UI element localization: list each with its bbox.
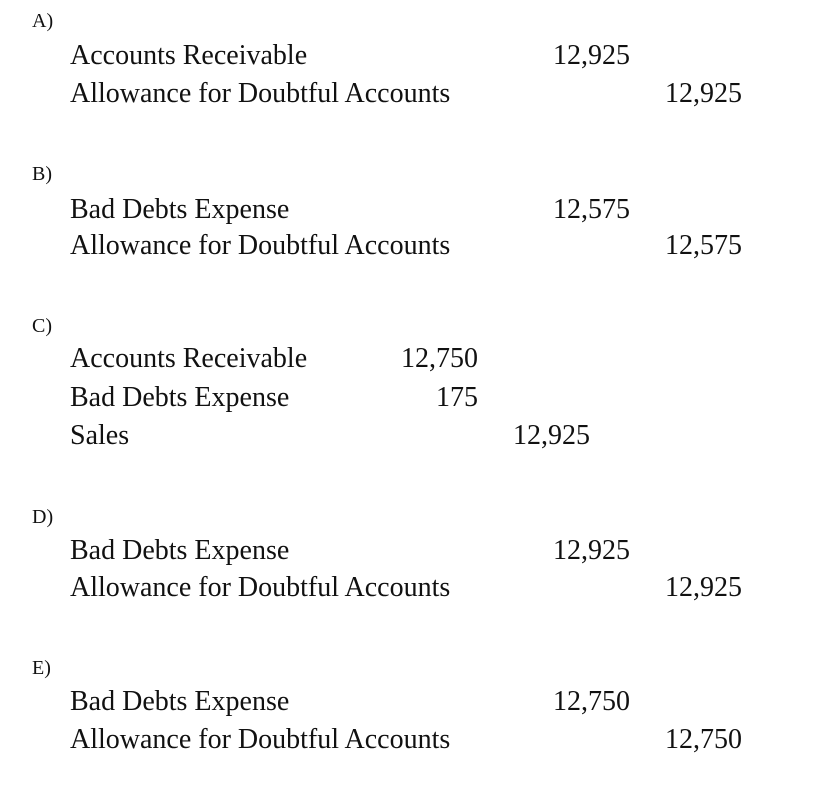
option-b-credit-account: Allowance for Doubtful Accounts xyxy=(70,230,451,261)
option-b-debit-account: Bad Debts Expense xyxy=(70,194,290,225)
option-d-credit-account: Allowance for Doubtful Accounts xyxy=(70,572,451,603)
option-d-label: D) xyxy=(32,506,54,528)
option-e-debit-account: Bad Debts Expense xyxy=(70,686,290,717)
option-a-debit-amount: 12,925 xyxy=(553,40,630,71)
option-a-credit-account: Allowance for Doubtful Accounts xyxy=(70,78,451,109)
option-c-label: C) xyxy=(32,315,52,337)
option-b-label: B) xyxy=(32,163,52,185)
option-c-debit-amount-2: 175 xyxy=(436,382,478,413)
option-d-credit-amount: 12,925 xyxy=(665,572,742,603)
option-b-credit-amount: 12,575 xyxy=(665,230,742,261)
option-b-debit-amount: 12,575 xyxy=(553,194,630,225)
option-e-credit-amount: 12,750 xyxy=(665,724,742,755)
option-a-credit-amount: 12,925 xyxy=(665,78,742,109)
option-c-debit-account-2: Bad Debts Expense xyxy=(70,382,290,413)
option-c-debit-amount-1: 12,750 xyxy=(401,343,478,374)
option-e-label: E) xyxy=(32,657,51,679)
option-c-credit-account: Sales xyxy=(70,420,130,451)
option-e-debit-amount: 12,750 xyxy=(553,686,630,717)
option-c-credit-amount: 12,925 xyxy=(513,420,590,451)
option-e-credit-account: Allowance for Doubtful Accounts xyxy=(70,724,451,755)
option-c-debit-account-1: Accounts Receivable xyxy=(70,343,308,374)
option-d-debit-account: Bad Debts Expense xyxy=(70,535,290,566)
option-d-debit-amount: 12,925 xyxy=(553,535,630,566)
option-a-debit-account: Accounts Receivable xyxy=(70,40,308,71)
option-a-label: A) xyxy=(32,10,54,32)
